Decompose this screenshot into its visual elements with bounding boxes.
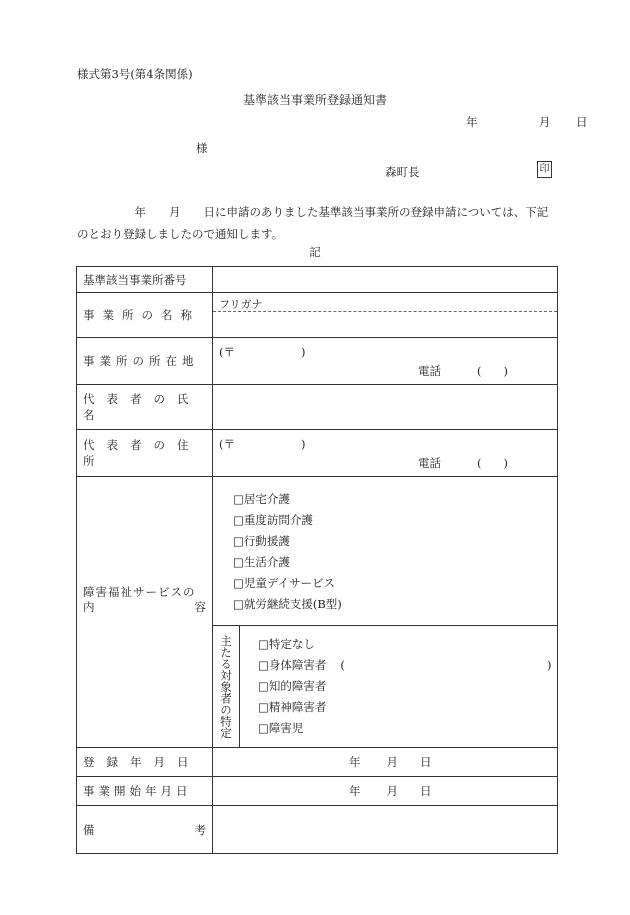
- start-year: 年: [349, 784, 361, 798]
- furigana-label: フリガナ: [219, 298, 263, 311]
- target-checkbox-physical[interactable]: [258, 655, 557, 676]
- service-label-line2: [83, 600, 212, 615]
- rep-name-label-text: 代表者の氏名: [83, 392, 201, 422]
- service-checkbox-visiting-care[interactable]: □重度訪問介護: [233, 513, 313, 527]
- service-checkbox-life-care[interactable]: □生活介護: [233, 555, 290, 569]
- registration-date-label: [77, 748, 213, 777]
- postal-close: ): [301, 345, 306, 359]
- remarks-right: 考: [194, 822, 206, 837]
- rep-address-label-text: 代表者の住所: [83, 438, 201, 468]
- target-paren-close: ): [547, 658, 552, 672]
- rep-name-value[interactable]: [213, 385, 558, 430]
- table-row: [77, 338, 558, 385]
- tel-open: (: [477, 456, 482, 470]
- issue-day: 日: [575, 115, 588, 129]
- target-cell: [213, 626, 558, 748]
- service-label-line1: 障害福祉サービスの: [83, 585, 196, 599]
- office-number-value[interactable]: [213, 267, 558, 293]
- target-checkbox-mental[interactable]: □精神障害者: [258, 700, 327, 714]
- table-row: [77, 806, 558, 854]
- table-row: [77, 748, 558, 777]
- office-phone: [418, 363, 508, 379]
- service-label-right: 容: [194, 600, 206, 614]
- start-day: 日: [420, 784, 432, 798]
- target-checkbox-intellectual[interactable]: □知的障害者: [258, 679, 327, 693]
- body-text: 年 月 日に申請のありました基準該当事業所の登録申請については、下記のとおり登録しましたので通知します。: [77, 205, 549, 241]
- service-list-cell: [213, 477, 558, 626]
- table-row: [77, 293, 558, 338]
- furigana-area: [213, 293, 557, 337]
- office-name-label: [77, 293, 213, 338]
- office-number-label-text: 基準該当事業所番号: [83, 272, 187, 287]
- office-postal-code: [219, 344, 306, 360]
- start-month: 月: [386, 784, 398, 798]
- target-list: [240, 626, 557, 747]
- rep-address-value[interactable]: [213, 430, 558, 477]
- body-indent: [77, 205, 135, 219]
- target-heading: 主たる対象者の特定: [213, 626, 240, 747]
- form-number: 様式第3号(第4条関係): [77, 67, 193, 81]
- office-location-value[interactable]: [213, 338, 558, 385]
- registration-date-value[interactable]: [213, 748, 558, 777]
- postal-open: (〒: [219, 345, 235, 359]
- office-name-value[interactable]: [213, 293, 558, 338]
- rep-name-label: [77, 385, 213, 430]
- ki-heading: 記: [309, 245, 321, 259]
- postal-open: (〒: [219, 437, 235, 451]
- target-checkbox-none[interactable]: □特定なし: [258, 637, 315, 651]
- target-physical-label: □身体障害者: [258, 658, 327, 672]
- remarks-value[interactable]: [213, 806, 558, 854]
- table-row: [77, 477, 558, 626]
- target-row: [213, 626, 557, 747]
- tel-close: ): [503, 456, 508, 470]
- reg-year: 年: [349, 755, 361, 769]
- table-row: [77, 777, 558, 806]
- start-date-value[interactable]: [213, 777, 558, 806]
- body-paragraph: [77, 201, 557, 245]
- issuer-name: 森町長: [385, 165, 420, 179]
- table-row: [77, 267, 558, 293]
- service-checkbox-behavior-support[interactable]: □行動援護: [233, 534, 290, 548]
- issue-year: 年: [466, 115, 478, 129]
- remarks-label: [77, 806, 213, 854]
- rep-phone: [418, 455, 508, 471]
- issue-date: [466, 114, 587, 130]
- target-checkbox-child[interactable]: □障害児: [258, 721, 304, 735]
- registration-table: [76, 266, 558, 854]
- target-paren-open: (: [340, 658, 345, 672]
- table-row: [77, 430, 558, 477]
- addressee-suffix: 様: [196, 141, 208, 155]
- service-content-label: [77, 477, 213, 748]
- tel-label: 電話: [418, 364, 441, 378]
- tel-open: (: [477, 364, 482, 378]
- start-date-label-text: 事業開始年月日: [83, 784, 192, 798]
- office-number-label: [77, 267, 213, 293]
- tel-label: 電話: [418, 456, 441, 470]
- service-list: [213, 477, 557, 625]
- reg-month: 月: [386, 755, 398, 769]
- tel-close: ): [503, 364, 508, 378]
- service-checkbox-employment-support[interactable]: □就労継続支援(B型): [233, 597, 342, 611]
- office-address-area: [213, 338, 557, 384]
- issue-month: 月: [538, 115, 551, 129]
- rep-postal-code: [219, 436, 306, 452]
- table-row: [77, 385, 558, 430]
- service-checkbox-home-care[interactable]: □居宅介護: [233, 492, 290, 506]
- service-label-left: 内: [83, 600, 95, 614]
- rep-address-area: [213, 430, 557, 476]
- remarks-label-text: [83, 822, 212, 838]
- reg-day: 日: [420, 755, 432, 769]
- service-checkbox-child-day-service[interactable]: □児童デイサービス: [233, 576, 336, 590]
- seal-mark: 印: [537, 161, 552, 178]
- office-location-label: [77, 338, 213, 385]
- furigana-divider: [213, 311, 557, 312]
- registration-date-label-text: 登録年月日: [83, 755, 201, 769]
- document-title: 基準該当事業所登録通知書: [242, 93, 387, 107]
- office-name-label-text: 事業所の名称: [83, 308, 200, 322]
- postal-close: ): [301, 437, 306, 451]
- remarks-left: 備: [83, 822, 95, 837]
- rep-address-label: [77, 430, 213, 477]
- start-date-label: [77, 777, 213, 806]
- office-location-label-text: 事業所の所在地: [83, 354, 199, 368]
